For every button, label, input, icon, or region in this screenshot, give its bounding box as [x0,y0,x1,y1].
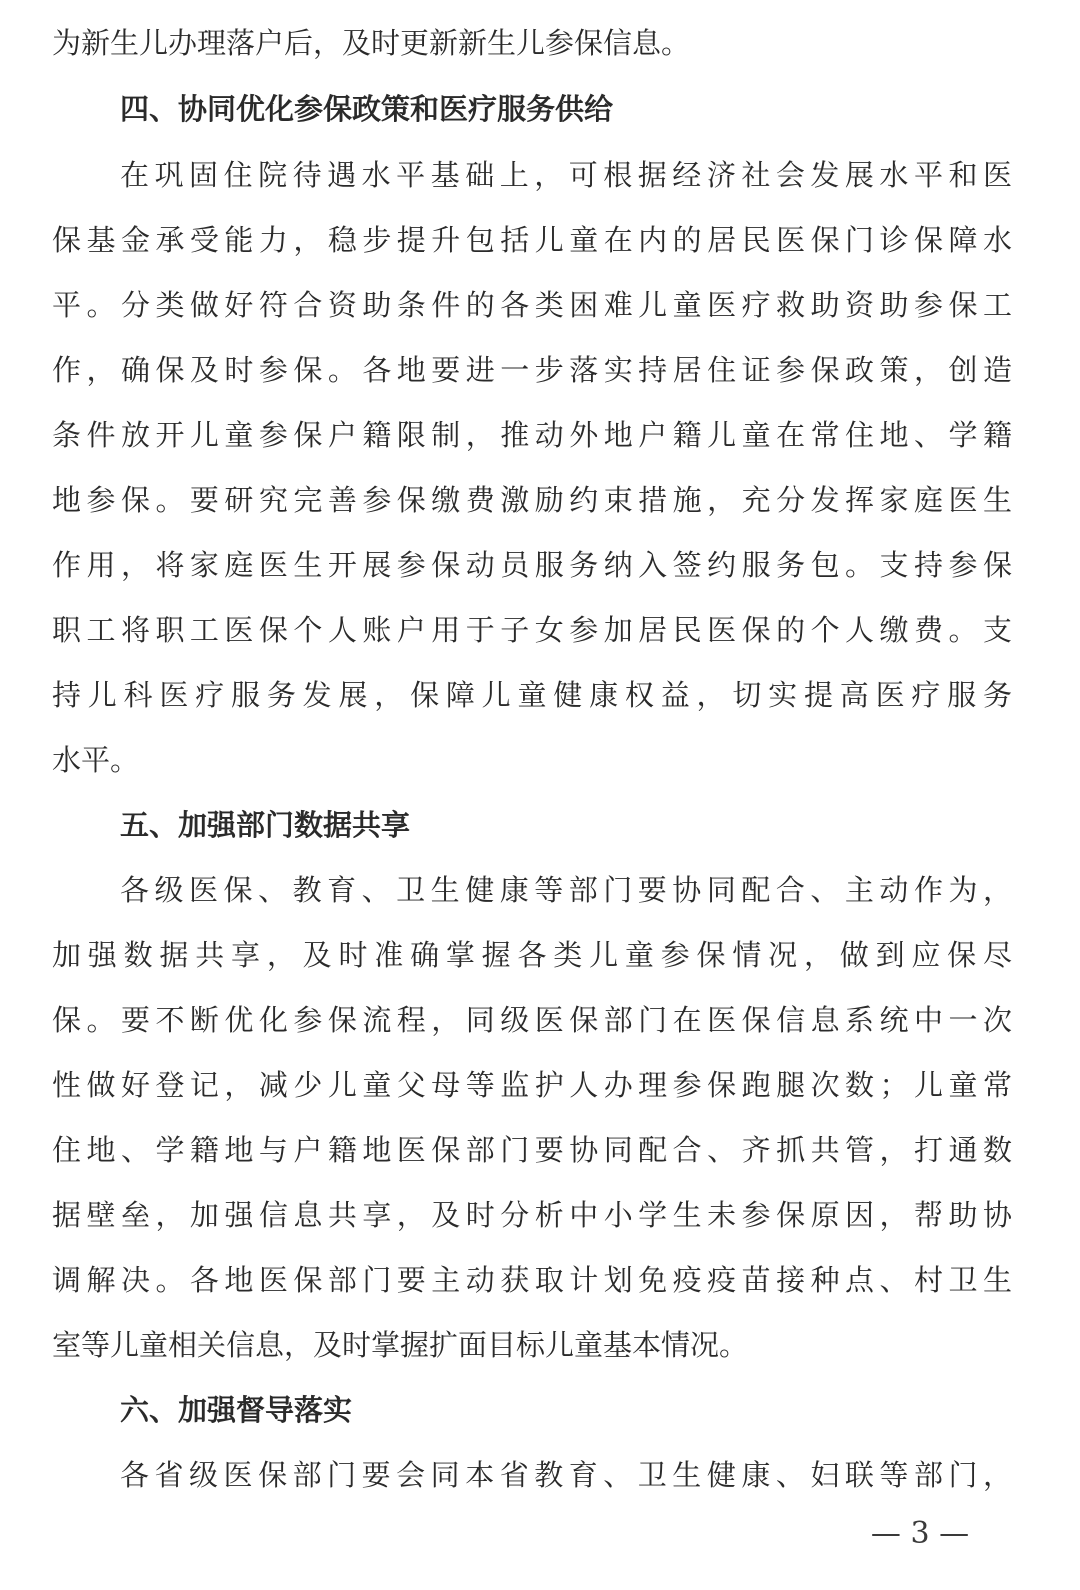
body-text-line: 室等儿童相关信息，及时掌握扩面目标儿童基本情况。 [52,1328,749,1362]
body-text-line: 为新生儿办理落户后，及时更新新生儿参保信息。 [52,26,691,60]
body-text-line: 持儿科医疗服务发展，保障儿童健康权益，切实提高医疗服务 [52,678,1012,712]
body-text-line: 地参保。要研究完善参保缴费激励约束措施，充分发挥家庭医生 [52,483,1012,517]
section-heading-6: 六、加强督导落实 [120,1393,353,1427]
body-text-line: 作，确保及时参保。各地要进一步落实持居住证参保政策，创造 [52,353,1012,387]
body-text-line: 各省级医保部门要会同本省教育、卫生健康、妇联等部门， [120,1458,1012,1492]
body-text-line: 加强数据共享，及时准确掌握各类儿童参保情况，做到应保尽 [52,938,1012,972]
body-text-line: 条件放开儿童参保户籍限制，推动外地户籍儿童在常住地、学籍 [52,418,1012,452]
body-text-line: 保。要不断优化参保流程，同级医保部门在医保信息系统中一次 [52,1003,1012,1037]
page-number: — 3 — [870,1516,970,1551]
body-text-line: 平。分类做好符合资助条件的各类困难儿童医疗救助资助参保工 [52,288,1012,322]
body-text-line: 住地、学籍地与户籍地医保部门要协同配合、齐抓共管，打通数 [52,1133,1012,1167]
body-text-line: 保基金承受能力，稳步提升包括儿童在内的居民医保门诊保障水 [52,223,1012,257]
body-text-line: 水平。 [52,743,140,777]
section-heading-4: 四、协同优化参保政策和医疗服务供给 [120,92,614,126]
body-text-line: 性做好登记，减少儿童父母等监护人办理参保跑腿次数；儿童常 [52,1068,1012,1102]
section-heading-5: 五、加强部门数据共享 [120,808,411,842]
body-text-line: 据壁垒，加强信息共享，及时分析中小学生未参保原因，帮助协 [52,1198,1012,1232]
body-text-line: 作用，将家庭医生开展参保动员服务纳入签约服务包。支持参保 [52,548,1012,582]
body-text-line: 在巩固住院待遇水平基础上，可根据经济社会发展水平和医 [120,158,1012,192]
body-text-line: 调解决。各地医保部门要主动获取计划免疫疫苗接种点、村卫生 [52,1263,1012,1297]
body-text-line: 各级医保、教育、卫生健康等部门要协同配合、主动作为， [120,873,1012,907]
body-text-line: 职工将职工医保个人账户用于子女参加居民医保的个人缴费。支 [52,613,1012,647]
